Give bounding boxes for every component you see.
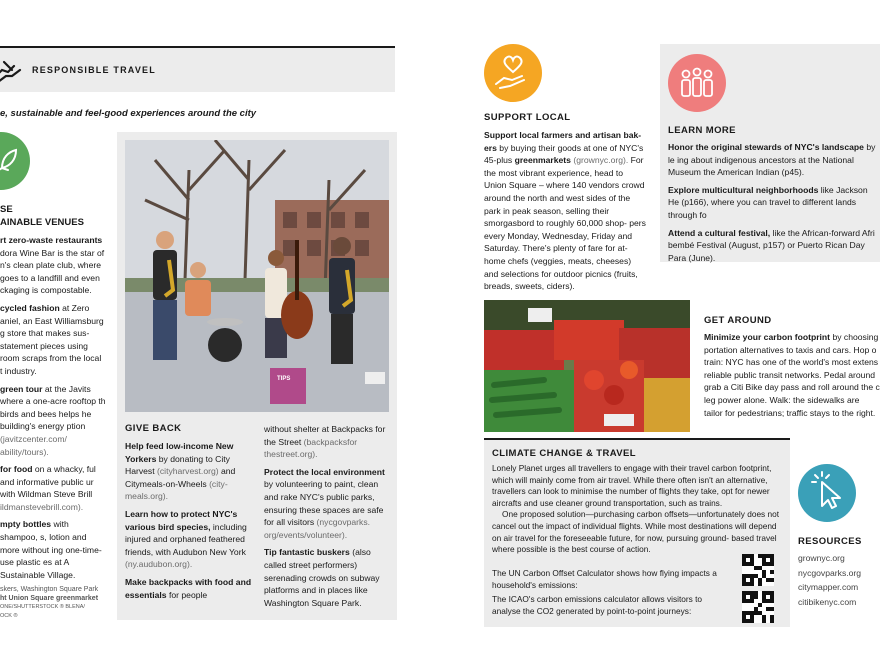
list-item: Attend a cultural festival, like the African-forward Afri bembé Festival (August, p157) or Puerto Rican Day Para (June). [668, 227, 875, 263]
list-item: mpty bottles with shampoo, s, lotion and more without ing one-time-use plastic es at A Sustainable Village. [0, 519, 102, 580]
list-item: Explore multicultural neighborhoods like Jackson He (p166), where you can travel to different lands through fo [668, 184, 868, 220]
qr-code-icon[interactable] [742, 591, 774, 623]
list-item: for food on a whacky, ful and informative public ur with Wildman Steve Brill ildmanstevebrill.com). [0, 464, 96, 512]
get-around-heading: GET AROUND [704, 315, 772, 326]
climate-text: Lonely Planet urges all travellers to engage with their travel carbon footprint, which will mainly come from air travel. While there often isn't an alternative, travellers can look to minimise the number of flights they take, opt for newer aircrafts and use cleaner ground transportation, such as trains. One proposed solution—purchasing carbon offsets—unfortunately does not cancel out the impact of individual flights. While most destinations will depend on air travel for the foreseeable future, for now, pursuing ground- based travel where possible is the best course of action. [492, 463, 780, 555]
right-page [440, 0, 880, 660]
list-item: Tip fantastic buskers (also called street performers) serenading crowds on subway platforms and in places like Washington Square Park. [264, 547, 380, 608]
support-local-text: Support local farmers and artisan bak- ers by buying their goods at one of NYC's 45-plus greenmarkets (grownyc.org). For the most vibrant experience, head to Union Square – where 140 vendors crowd around the north and west sides of the park in peak season, selling their smorgasbord to roughly 60,000 shop- pers every Monday, Wednesday, Friday and Saturday. There's plenty of fare for at-home chefs (veggies, meats, cheeses) and selections for outdoor picnics (fruits, breads, sweets, ciders). [484, 130, 646, 292]
resource-link[interactable]: citymapper.com [798, 582, 859, 592]
give-back-col2 [264, 423, 392, 614]
list-item: Protect the local environment by volunteering to paint, clean and rake NYC's public parks, ensuring these spaces are safe for all visitors (nycgovparks. org/events/volunteer). [264, 466, 385, 540]
list-item: without shelter at Backpacks for the Street (backpacksfor thestreet.org). [264, 424, 386, 460]
list-item: green tour at the Javits where a one-acre rooftop th birds and bees helps he building's energy ption (javitzcenter.com/ ability/tours). [0, 383, 106, 457]
people-icon [668, 54, 726, 112]
leaf-icon [0, 132, 30, 190]
support-local-heading: SUPPORT LOCAL [484, 112, 571, 123]
give-back-col1 [125, 440, 253, 606]
tips-sign: TIPS [277, 376, 291, 382]
section-label: RESPONSIBLE TRAVEL [32, 65, 156, 75]
page-subtitle: e, sustainable and feel-good experiences around the city [0, 108, 257, 119]
resource-link[interactable]: citibikenyc.com [798, 596, 857, 607]
climate-heading: CLIMATE CHANGE & TRAVEL [492, 448, 636, 459]
heart-hand-icon [484, 44, 542, 102]
give-back-heading: GIVE BACK [125, 423, 182, 434]
resources-heading: RESOURCES [798, 536, 862, 547]
learn-more-heading: LEARN MORE [668, 125, 736, 136]
resource-link[interactable]: nycgovparks.org [798, 567, 862, 578]
list-item: Make backpacks with food and essentials for people [125, 576, 252, 600]
list-item: Honor the original stewards of NYC's landscape by le ing about indigenous ancestors at the National Museum the American Indian (p45). [668, 142, 876, 178]
photo-credit: skers, Washington Square Park ht Union Square greenmarket ONE/SHUTTERSTOCK ® BLENA/ OCK ® [0, 586, 99, 619]
list-item: Help feed low-income New Yorkers by donating to City Harvest (cityharvest.org) and Citymeals-on-Wheels (city- meals.org). [125, 441, 236, 502]
resource-link[interactable]: grownyc.org [798, 553, 845, 563]
buskers-photo [125, 140, 389, 412]
qr-code-icon[interactable] [742, 554, 774, 586]
venues-list [0, 234, 106, 586]
greenmarket-photo [484, 300, 690, 432]
list-item: rt zero-waste restaurants dora Wine Bar is the star of n's clean plate club, where goes to a landfill and even ckaging is compostable. [0, 235, 105, 296]
list-item: cycled fashion at Zero aniel, an East Williamsburg g store that makes sus- statement pieces using room scraps from the local t industry. [0, 302, 104, 376]
hands-icon [0, 50, 24, 90]
resources-list [798, 551, 861, 609]
cursor-click-icon [798, 464, 856, 522]
venues-heading: SE AINABLE VENUES [0, 204, 84, 228]
learn-more-list [668, 141, 878, 269]
climate-text-calc: The UN Carbon Offset Calculator shows how flying impacts a household's emissions: The ICAO's carbon emissions calculator allows visitors to analyse the CO2 generated by point-to-point journeys: [492, 568, 717, 616]
list-item: Learn how to protect NYC's various bird species, including injured and orphaned feathered friends, with Audubon New York (ny.audubon.org). [125, 508, 247, 570]
get-around-text: Minimize your carbon footprint by choosing portation alternatives to taxis and cars. Hop o train: NYC has one of the world's most extens reliable public transit networks. Pedal around grab a Citi Bike day pass and roll around the c leg power alone. Walk: the sidewalks are tailor for pedestrians; traffic stays to the right. [704, 332, 880, 418]
